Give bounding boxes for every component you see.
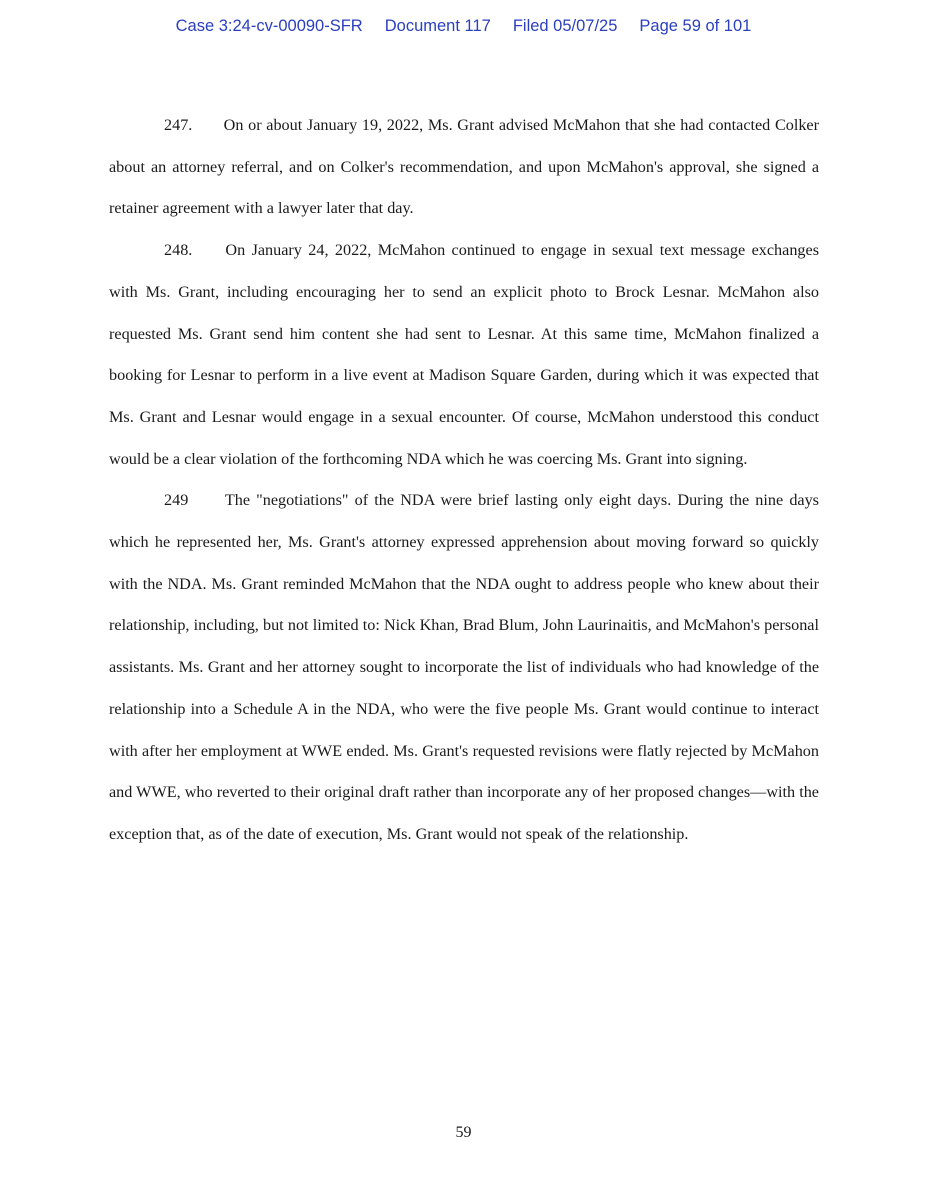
- document-number: Document 117: [384, 17, 491, 35]
- page-number: 59: [455, 1124, 472, 1141]
- ecf-header: [0, 17, 927, 36]
- filed-date: Filed 05/07/25: [512, 17, 618, 35]
- paragraph-248: [109, 230, 819, 480]
- case-number: Case 3:24-cv-00090-SFR: [175, 17, 363, 35]
- paragraph-249: [109, 480, 819, 855]
- paragraph-text: The "negotiations" of the NDA were brief lasting only eight days. During the nine days which he represented her, Ms. Grant's attorney expressed apprehension about moving forward so quickly with the NDA. Ms. Grant reminded McMahon that the NDA ought to address people who knew about their relationship, including, but not limited to: Nick Khan, Brad Blum, John Laurinaitis, and McMahon's personal assistants. Ms. Grant and her attorney sought to incorporate the list of individuals who had knowledge of the relationship into a Schedule A in the NDA, who were the five people Ms. Grant would continue to interact with after her employment at WWE ended. Ms. Grant's requested revisions were flatly rejected by McMahon and WWE, who reverted to their original draft rather than incorporate any of her proposed changes—with the exception that, as of the date of execution, Ms. Grant would not speak of the relationship.: [109, 491, 819, 843]
- paragraph-number: 248.: [164, 241, 193, 260]
- paragraph-247: [109, 105, 819, 230]
- page-of-total: Page 59 of 101: [639, 17, 752, 35]
- paragraph-number: 247.: [164, 116, 193, 134]
- paragraph-text: On or about January 19, 2022, Ms. Grant advised McMahon that she had contacted Colker about an attorney referral, and on Colker's recommendation, and upon McMahon's approval, she signed a retainer agreement with a lawyer later that day.: [109, 116, 819, 218]
- paragraph-text: On January 24, 2022, McMahon continued to engage in sexual text message exchanges with Ms. Grant, including encouraging her to send an explicit photo to Brock Lesnar. McMahon also requested Ms. Grant send him content she had sent to Lesnar. At this same time, McMahon finalized a booking for Lesnar to perform in a live event at Madison Square Garden, during which it was expected that Ms. Grant and Lesnar would engage in a sexual encounter. Of course, McMahon understood this conduct would be a clear violation of the forthcoming NDA which he was coercing Ms. Grant into signing.: [109, 241, 819, 468]
- paragraph-number: 249: [164, 491, 189, 510]
- document-body: [109, 105, 819, 856]
